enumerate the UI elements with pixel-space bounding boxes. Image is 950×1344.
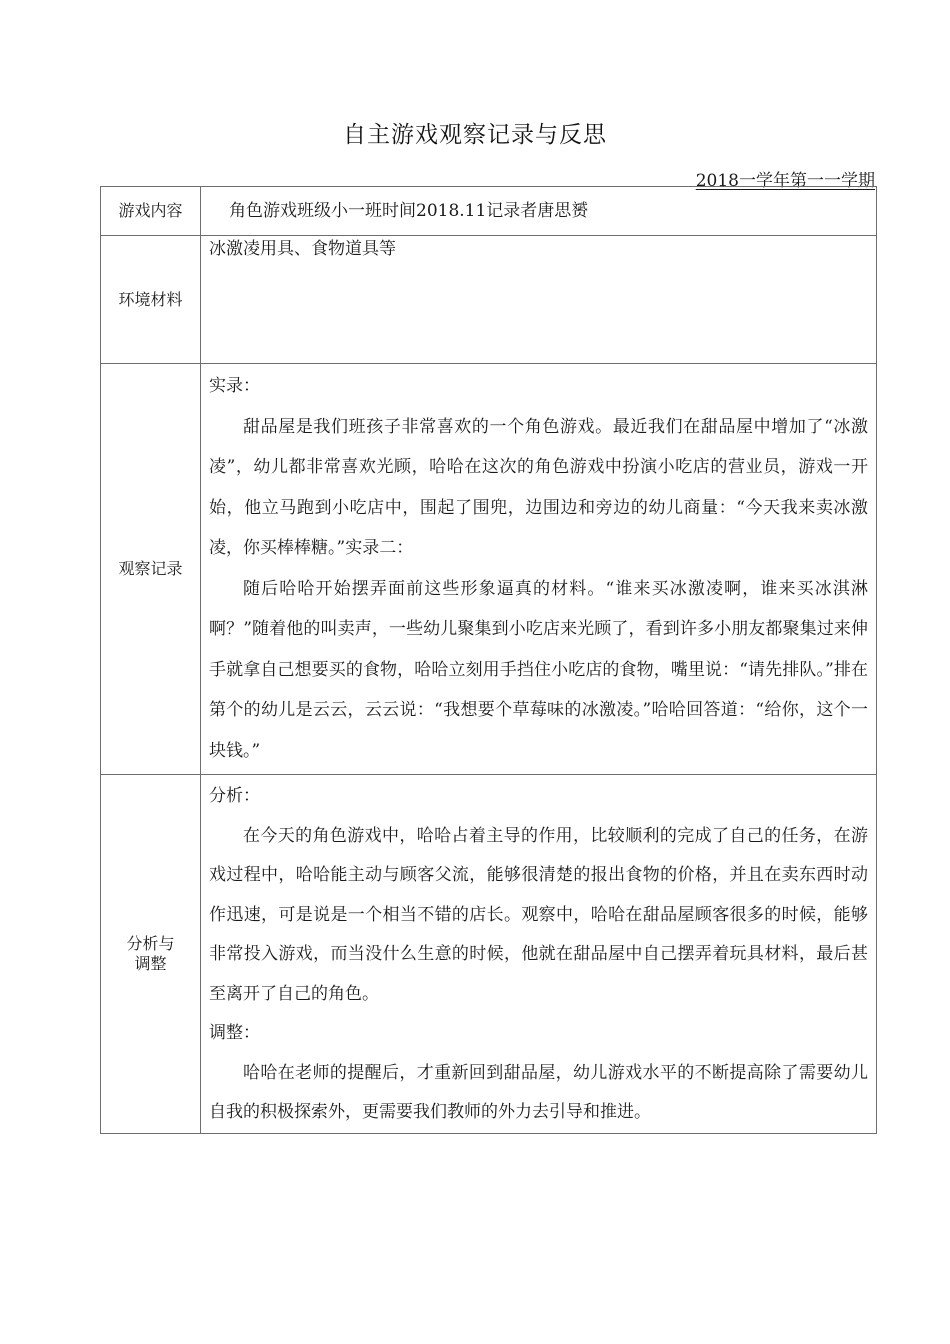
row-observation	[101, 364, 877, 775]
observation-paragraph-1: 甜品屋是我们班孩子非常喜欢的一个角色游戏。最近我们在甜品屋中增加了“冰激凌”，幼儿都非常喜欢光顾，哈哈在这次的角色游戏中扮演小吃店的营业员，游戏一开始，他立马跑到小吃店中，围起了围兜，边围边和旁边的幼儿商量：“今天我来卖冰激凌，你买棒棒糖。”实录二：	[209, 416, 868, 558]
record-table	[100, 186, 877, 1134]
label-environment: 环境材料	[101, 236, 201, 364]
label-analysis-line1: 分析与	[126, 933, 175, 953]
cell-environment	[201, 236, 877, 364]
label-analysis	[101, 775, 201, 1134]
environment-text: 冰激凌用具、食物道具等	[209, 239, 396, 259]
label-game-content: 游戏内容	[101, 187, 201, 236]
row-game-content	[101, 187, 877, 236]
cell-analysis	[201, 775, 877, 1134]
page-title: 自主游戏观察记录与反思	[343, 122, 607, 148]
observation-heading: 实录：	[209, 376, 260, 396]
cell-observation	[201, 364, 877, 775]
observation-paragraph-2: 随后哈哈开始摆弄面前这些形象逼真的材料。“谁来买冰激凌啊，谁来买冰淇淋啊？”随着他的叫卖声，一些幼儿聚集到小吃店来光顾了，看到许多小朋友都聚集过来伸手就拿自己想要买的食物，哈哈立刻用手挡住小吃店的食物，嘴里说：“请先排队。”排在第个的幼儿是云云，云云说：“我想要个草莓味的冰激凌。”哈哈回答道：“给你，这个一块钱。”	[209, 578, 868, 761]
adjustment-paragraph: 哈哈在老师的提醒后，才重新回到甜品屋，幼儿游戏水平的不断提高除了需要幼儿自我的积极探索外，更需要我们教师的外力去引导和推进。	[209, 1062, 868, 1122]
label-observation: 观察记录	[101, 364, 201, 775]
term-label: 2018一学年第一一学期	[695, 171, 875, 191]
row-environment	[101, 236, 877, 364]
game-content-text: 角色游戏班级小一班时间2018.11记录者唐思赟	[229, 201, 589, 221]
cell-game-content	[201, 187, 877, 236]
label-analysis-line2: 调整	[134, 953, 167, 973]
analysis-paragraph: 在今天的角色游戏中，哈哈占着主导的作用，比较顺利的完成了自己的任务，在游戏过程中，哈哈能主动与顾客父流，能够很清楚的报出食物的价格，并且在卖东西时动作迅速，可是说是一个相当不错的店长。观察中，哈哈在甜品屋顾客很多的时候，能够非常投入游戏，而当没什么生意的时候，他就在甜品屋中自己摆弄着玩具材料，最后甚至离开了自己的角色。	[209, 825, 868, 1004]
adjustment-heading: 调整：	[209, 1023, 260, 1043]
row-analysis	[101, 775, 877, 1134]
analysis-heading: 分析：	[209, 786, 260, 806]
